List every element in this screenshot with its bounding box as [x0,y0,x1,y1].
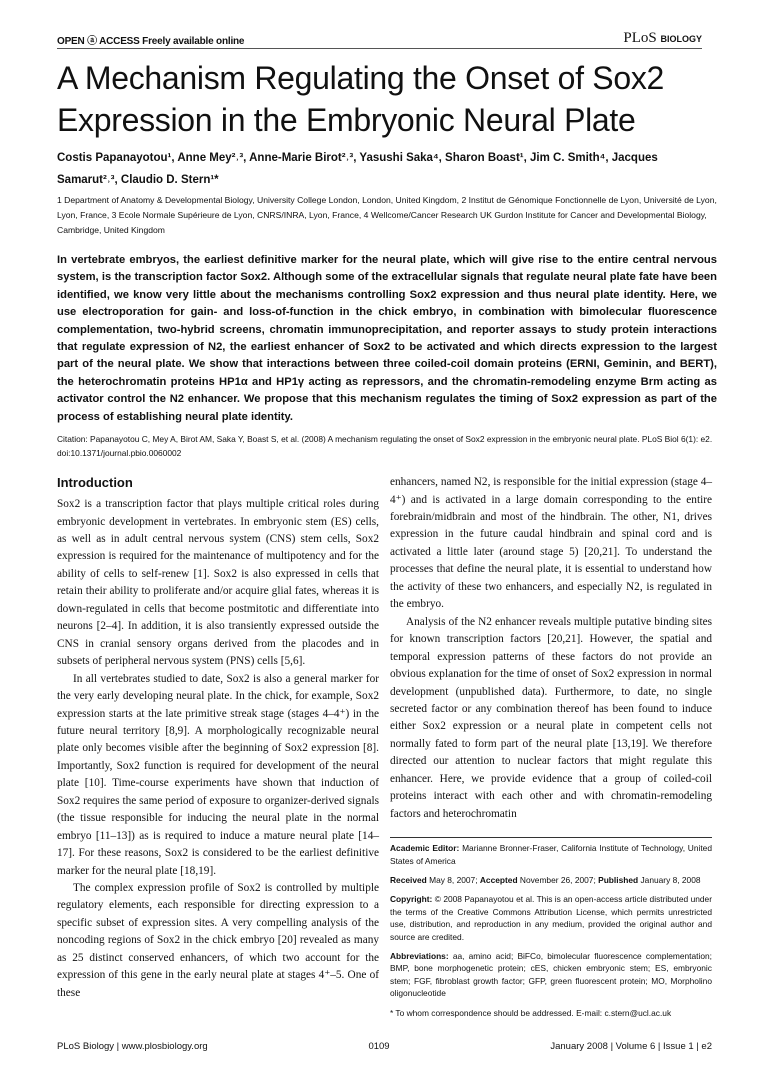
abbreviations [390,950,712,1000]
left-column [57,474,379,1002]
paragraph: Sox2 is a transcription factor that plays multiple critical roles during embryonic development in vertebrates. In embryonic stem (ES) cells, as well as in adult central nervous system (CNS) stem cells, Sox2 expression is required for the maintenance of multipotency and for the ability of cells to self-renew [1]. Sox2 is also expressed in cells that retain their ability to proliferate and/or acquire glial fates, whereas it is down-regulated in cells that become postmitotic and differentiate into neurons [2–4]. In addition, it is also transiently expressed outside the CNS in cranial sensory organs derived from the placodes and in subsets of peripheral nervous system (PNS) cells [5,6]. [57,498,379,668]
open-access-label: OPEN ⓐ ACCESS Freely available online [57,36,245,47]
value: May 8, 2007; [429,874,478,885]
body-columns [57,474,712,1026]
section-heading-introduction: Introduction [57,475,133,491]
value: November 26, 2007; [519,874,596,885]
dates [390,874,712,886]
value: Marianne Bronner-Fraser, California Institute of Technology, United States of America [390,843,712,866]
right-column [390,474,712,1026]
logo-sub: BIOLOGY [660,34,702,44]
footer-journal: PLoS Biology | www.plosbiology.org [57,1041,208,1052]
affiliations: 1 Department of Anatomy & Developmental Biology, University College London, London, United Kingdom, 2 Institut de Génomique Fonctionnelle de Lyon, Université de Lyon, Lyon, France, 3 Ecole Normale Supérieure de Lyon, CNRS/INRA, Lyon, France, 4 Wellcome/Cancer Research UK Gurdon Institute for Cancer and Developmental Biology, Cambridge, United Kingdom [57,195,717,235]
page-number: 0109 [368,1041,390,1052]
page-header [57,30,702,49]
paragraph: In all vertebrates studied to date, Sox2 is also a general marker for the very early developing neural plate. In the chick, for example, Sox2 expression starts at the late primitive streak stage (stages 4–4⁺) in the future neural territory [8,9]. A morphologically recognizable neural plate only becomes visible after the beginning of Sox2 expression [8]. Importantly, Sox2 function is required for development of the neural plate [10]. Time-course experiments have shown that induction of Sox2 requires the same period of exposure to organizer-derived signals (the tissue responsible for inducing the neural plate in the normal embryo [11–13]) as is required to induce a mature neural plate [14–17]. For these reasons, Sox2 is considered to be the earliest definitive marker for the neural plate [18,19]. [57,672,379,877]
label: Academic Editor: [390,843,460,854]
copyright [390,893,712,943]
journal-logo [623,30,702,47]
paragraph: The complex expression profile of Sox2 is controlled by multiple regulatory elements, each responsible for directing expression to a specific subset of expression sites. A very compelling analysis of the noncoding regions of Sox2 in the chick embryo [20] revealed as many as 25 distinct conserved enhancers, of which two account for the expression of this gene in the early neural plate at stages 4⁺–5. One of these [57,882,379,999]
label: Accepted [479,874,518,885]
logo-text: PLoS [623,30,657,46]
value: © 2008 Papanayotou et al. This is an open-access article distributed under the terms of the Creative Commons Attribution License, which permits unrestricted use, distribution, and reproduction in any medium, provided the original author and source are credited. [390,894,713,942]
academic-editor [390,842,712,867]
label: Copyright: [390,894,433,905]
footer-issue: January 2008 | Volume 6 | Issue 1 | e2 [550,1041,712,1052]
abstract: In vertebrate embryos, the earliest definitive marker for the neural plate, which will give rise to the entire central nervous system, is the transcription factor Sox2. Although some of the extracellular signals that regulate neural plate fate have been identified, we know very little about the mechanisms controlling Sox2 expression and thus neural plate identity. Here, we use electroporation for gain- and loss-of-function in the chick embryo, in combination with bimolecular fluorescence complementation, two-hybrid screens, chromatin immunoprecipitation, and reporter assays to study protein interactions that regulate expression of N2, the earliest enhancer of Sox2 to be activated and which directs expression to the largest part of the neural plate. We show that interactions between three coiled-coil domain proteins (ERNI, Geminin, and BERT), the heterochromatin proteins HP1α and HP1γ acting as repressors, and the chromatin-remodeling enzyme Brm acting as activator control the N2 enhancer. We propose that this mechanism regulates the timing of Sox2 expression as part of the process of establishing neural plate identity. [57,254,717,423]
label: Published [598,874,639,885]
paragraph: enhancers, named N2, is responsible for the initial expression (stage 4–4⁺) and is activated in a large domain corresponding to the entire forebrain/midbrain and most of the hindbrain. The other, N1, drives expression in the future caudal hindbrain and spinal cord and is activated a little later (around stage 5) [20,21]. To understand the processes that define the neural plate, it is essential to understand how the activity of these two enhancers, and especially N2, is regulated in the embryo. [390,476,712,611]
label: Abbreviations: [390,950,449,961]
page-footer [57,1040,712,1053]
article-title: A Mechanism Regulating the Onset of Sox2 Expression in the Embryonic Neural Plate [57,60,665,138]
paragraph: Analysis of the N2 enhancer reveals multiple putative binding sites for known transcription factors [20,21]. However, the spatial and temporal expression patterns of these factors do not provide an obvious explanation for the time of onset of Sox2 expression in normal development (unpublished data). Furthermore, to date, no single secreted factor or any combination thereof has been found to induce either Sox2 expression or a neural plate in competent cells not normally fated to form part of the neural plate [13,19]. We therefore directed our attention to nuclear factors that might regulate this enhancer. Here, we provide evidence that a group of coiled-coil proteins interact with each other and with chromatin-remodeling factors and heterochromatin [390,615,712,820]
citation: Citation: Papanayotou C, Mey A, Birot AM, Saka Y, Boast S, et al. (2008) A mechanism regulating the onset of Sox2 expression in the embryonic neural plate. PLoS Biol 6(1): e2. doi:10.1371/journal.pbio.0060002 [57,434,713,459]
value: aa, amino acid; BiFCo, bimolecular fluorescence complementation; BMP, bone morphogenetic protein; cES, chicken embryonic stem; ES, embryonic stem; FGF, fibroblast growth factor; GFP, green fluorescent protein; MO, Morpholino oligonucleotide [390,950,712,999]
label: Received [390,874,427,885]
authors: Costis Papanayotou¹, Anne Mey²˒³, Anne-Marie Birot²˒³, Yasushi Saka⁴, Sharon Boast¹, Jim C. Smith⁴, Jacques Samarut²˒³, Claudio D. Stern¹* [57,152,658,186]
article-metadata [390,837,712,1019]
correspondence: * To whom correspondence should be addressed. E-mail: c.stern@ucl.ac.uk [390,1007,672,1018]
value: January 8, 2008 [640,874,701,885]
